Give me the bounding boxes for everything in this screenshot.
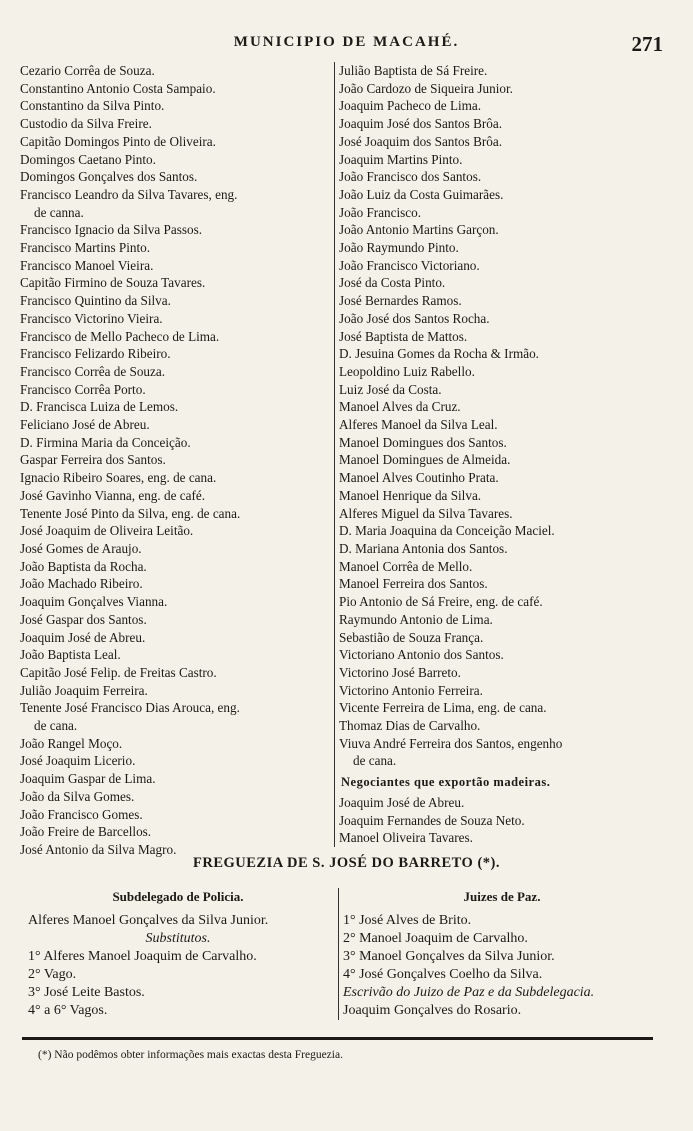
escrivao-heading: Escrivão do Juizo de Paz e da Subdelegacia. [343,985,595,1000]
list-item: Julião Joaquim Ferreira. [20,682,148,698]
footnote: (*) Não podêmos obter informações mais exactas desta Freguezia. [38,1049,343,1061]
list-item: João da Silva Gomes. [20,788,135,804]
list-item: Joaquim Gaspar de Lima. [20,771,156,787]
right-name-column [334,62,657,847]
list-item: Francisco Ignacio da Silva Passos. [20,222,203,238]
subdelegado-heading: Subdelegado de Policia. [112,889,244,904]
freguezia-title: FREGUEZIA DE S. JOSÉ DO BARRETO (*). [193,855,500,871]
escrivao-name: Joaquim Gonçalves do Rosario. [343,1003,522,1018]
list-item: D. Mariana Antonia dos Santos. [339,540,508,556]
list-item: João Rangel Moço. [20,735,123,751]
list-item: João Baptista da Rocha. [20,558,147,574]
page-header-title: MUNICIPIO DE MACAHÉ. [233,34,460,50]
list-item: Francisco Felizardo Ribeiro. [20,346,171,362]
list-item: 1° José Alves de Brito. [343,913,472,928]
list-item: José Antonio da Silva Magro. [20,841,177,857]
list-item: João Luiz da Costa Guimarães. [339,186,504,202]
list-item: Manoel Oliveira Tavares. [339,830,473,846]
subdelegado-section [28,888,328,1020]
list-item: Leopoldino Luiz Rabello. [339,363,475,379]
list-item: Tenente José Francisco Dias Arouca, eng. [20,700,240,716]
list-item: João Baptista Leal. [20,647,121,663]
list-item: Victoriano Antonio dos Santos. [339,647,504,663]
list-item: João Freire de Barcellos. [20,824,152,840]
juizes-section [338,888,661,1020]
list-item: Custodio da Silva Freire. [20,116,152,132]
list-item: Capitão Domingos Pinto de Oliveira. [20,133,216,149]
list-item: Francisco Martins Pinto. [20,240,151,256]
juizes-heading: Juizes de Paz. [463,889,541,904]
list-item: Capitão José Felip. de Freitas Castro. [20,664,217,680]
list-item: Manoel Henrique da Silva. [339,487,482,503]
list-item: Joaquim Gonçalves Vianna. [20,594,168,610]
negociantes-list [339,794,657,847]
list-item: Cezario Corrêa de Souza. [20,63,155,78]
list-item: Francisco Corrêa de Souza. [20,363,166,379]
list-item: Joaquim Martins Pinto. [339,151,463,167]
list-item: D. Maria Joaquina da Conceição Maciel. [339,523,555,539]
list-item: Domingos Caetano Pinto. [20,151,156,167]
list-item: Joaquim José de Abreu. [339,794,465,810]
list-item: Alferes Miguel da Silva Tavares. [339,505,513,521]
list-item: Julião Baptista de Sá Freire. [339,63,488,78]
list-item: Ignacio Ribeiro Soares, eng. de cana. [20,470,217,486]
list-item: de canna. [34,204,84,220]
list-item: Manoel Corrêa de Mello. [339,558,473,574]
list-item: 4° a 6° Vagos. [28,1003,108,1018]
list-item: Manoel Ferreira dos Santos. [339,576,488,592]
list-item: Alferes Manoel da Silva Leal. [339,417,498,433]
list-item: Constantino da Silva Pinto. [20,98,165,114]
list-item: Francisco de Mello Pacheco de Lima. [20,328,220,344]
list-item: Viuva André Ferreira dos Santos, engenho [339,735,563,751]
list-item: João Francisco. [339,204,422,220]
list-item: Francisco Victorino Vieira. [20,310,163,326]
list-item: Pio Antonio de Sá Freire, eng. de café. [339,594,543,610]
list-item: João Raymundo Pinto. [339,240,459,256]
list-item: José da Costa Pinto. [339,275,446,291]
list-item: 3° José Leite Bastos. [28,985,145,1000]
list-item: Francisco Corrêa Porto. [20,381,146,397]
footnote-rule [22,1037,653,1040]
list-item: Sebastião de Souza França. [339,629,484,645]
list-item: Thomaz Dias de Carvalho. [339,718,481,734]
list-item: Luiz José da Costa. [339,381,442,397]
list-item: Francisco Manoel Vieira. [20,257,154,273]
list-item: Raymundo Antonio de Lima. [339,611,493,627]
list-item: D. Firmina Maria da Conceição. [20,434,191,450]
list-item: Joaquim José dos Santos Brôa. [339,116,503,132]
list-item: José Bernardes Ramos. [339,293,462,309]
juizes-list [343,912,661,984]
left-name-column [20,62,328,859]
list-item: Manoel Domingues de Almeida. [339,452,511,468]
list-item: Joaquim José de Abreu. [20,629,146,645]
list-item: João José dos Santos Rocha. [339,310,490,326]
list-item: José Joaquim Licerio. [20,753,136,769]
list-item: D. Jesuina Gomes da Rocha & Irmão. [339,346,539,362]
list-item: José Joaquim dos Santos Brôa. [339,133,503,149]
list-item: Francisco Leandro da Silva Tavares, eng. [20,186,238,202]
list-item: Joaquim Fernandes de Souza Neto. [339,812,525,828]
list-item: João Francisco dos Santos. [339,169,482,185]
list-item: Victorino Antonio Ferreira. [339,682,483,698]
list-item: Francisco Quintino da Silva. [20,293,171,309]
list-item: João Cardozo de Siqueira Junior. [339,80,513,96]
list-item: 2° Vago. [28,967,77,982]
list-item: Vicente Ferreira de Lima, eng. de cana. [339,700,547,716]
list-item: João Francisco Gomes. [20,806,143,822]
page-number: 271 [631,32,663,56]
substitutos-list [28,948,328,1020]
list-item: 2° Manoel Joaquim de Carvalho. [343,931,528,946]
subdelegado-name: Alferes Manoel Gonçalves da Silva Junior. [28,913,269,928]
substitutos-heading: Substitutos. [145,931,211,946]
list-item: João Antonio Martins Garçon. [339,222,499,238]
list-item: João Machado Ribeiro. [20,576,143,592]
list-item: Domingos Gonçalves dos Santos. [20,169,198,185]
list-item: de cana. [34,718,78,734]
list-item: José Baptista de Mattos. [339,328,468,344]
list-item: Capitão Firmino de Souza Tavares. [20,275,206,291]
list-item: D. Francisca Luiza de Lemos. [20,399,179,415]
list-item: José Joaquim de Oliveira Leitão. [20,523,194,539]
list-item: José Gavinho Vianna, eng. de café. [20,487,205,503]
right-name-list [339,62,657,770]
list-item: João Francisco Victoriano. [339,257,480,273]
list-item: Feliciano José de Abreu. [20,417,150,433]
list-item: Manoel Alves da Cruz. [339,399,461,415]
list-item: Tenente José Pinto da Silva, eng. de cana. [20,505,241,521]
list-item: Constantino Antonio Costa Sampaio. [20,80,216,96]
list-item: de cana. [353,753,397,769]
list-item: Manoel Domingues dos Santos. [339,434,507,450]
list-item: 1° Alferes Manoel Joaquim de Carvalho. [28,949,257,964]
negociantes-heading: Negociantes que exportão madeiras. [341,775,551,790]
list-item: Gaspar Ferreira dos Santos. [20,452,166,468]
list-item: 3° Manoel Gonçalves da Silva Junior. [343,949,555,964]
list-item: José Gaspar dos Santos. [20,611,147,627]
list-item: Victorino José Barreto. [339,664,461,680]
list-item: Joaquim Pacheco de Lima. [339,98,482,114]
list-item: 4° José Gonçalves Coelho da Silva. [343,967,543,982]
list-item: Manoel Alves Coutinho Prata. [339,470,499,486]
list-item: José Gomes de Araujo. [20,540,142,556]
